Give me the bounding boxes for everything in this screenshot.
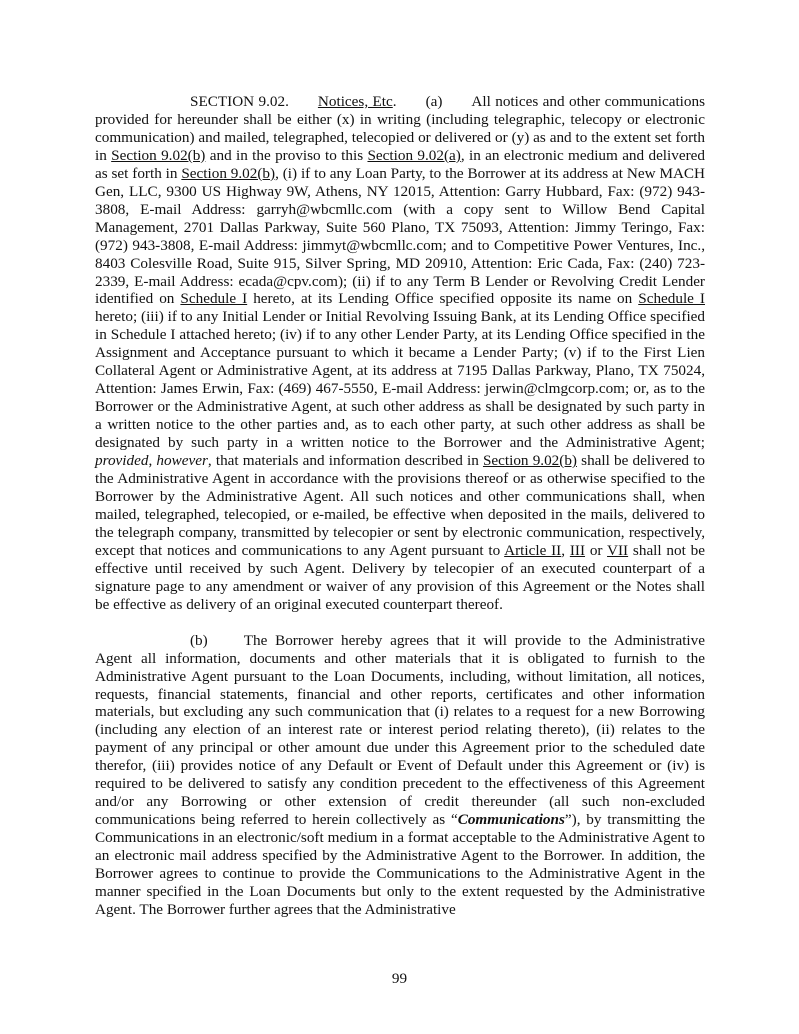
cross-reference: Section 9.02(b) [482, 452, 577, 470]
cross-reference: Schedule I [638, 290, 705, 308]
text-run: or [585, 541, 608, 559]
cross-reference: III [569, 541, 586, 559]
italic-term: provided [95, 452, 149, 470]
text-run: All notices and other communications provided for hereunder shall be either (x) in writing (including telegraphic, telecopy or electronic communication) and mailed, telegraphed, telecopied or delivered or (y) as and to the extent set forth in [95, 93, 706, 164]
text-run: , [561, 541, 570, 559]
cross-reference: Section 9.02(b) [111, 146, 206, 164]
section-9-02-paragraph-a [95, 93, 705, 614]
cross-reference: Section 9.02(b) [181, 164, 276, 182]
text-run: hereto; (iii) if to any Initial Lender or Initial Revolving Issuing Bank, at its Lending Office specified in Schedule I attached hereto; (iv) if to any other Lender Party, at its Lending Office specified in the Assignment and Acceptance pursuant to which it became a Lender Party; (v) if to the First Lien Collateral Agent or Administrative Agent, at its address at 7195 Dallas Parkway, Plano, TX 75024, Attention: James Erwin, Fax: (469) 467-5550, E-mail Address: jerwin@clmgcorp.com; or, as to the Borrower or the Administrative Agent, at such other address as shall be designated by such party in a written notice to the other parties and, as to each other party, at such other address as shall be designated by such party in a written notice to the Borrower and the Administrative Agent; [95, 308, 705, 452]
section-title-period: . [392, 93, 397, 110]
page-number: 99 [391, 970, 408, 987]
paragraph-label-a: (a) [425, 93, 443, 110]
text-run: and in the proviso to this [205, 146, 368, 164]
text-run: ”), by transmitting the Communications in an electronic/soft medium in a format acceptable to the Administrative Agent to an electronic mail address specified by the Administrative Agent to the Borrower. In addition, the Borrower agrees to continue to provide the Communications to the Administrative Agent in the manner specified in the Loan Documents but only to the extent requested by the Administrative Agent. The Borrower further agrees that the Administrative [95, 811, 705, 918]
text-run: , in an electronic medium and delivered as set forth in [95, 146, 705, 182]
cross-reference: VII [607, 541, 629, 559]
text-run: , that materials and information described in [207, 452, 483, 470]
text-run: shall not be effective until received by such Agent. Delivery by telecopier of an executed counterpart of a signature page to any amendment or waiver of any provision of this Agreement or the Notes shall be effective as delivery of an original executed counterpart thereof. [95, 541, 705, 613]
text-run: , (i) if to any Loan Party, to the Borrower at its address at New MACH Gen, LLC, 9300 US Highway 9W, Athens, NY 12015, Attention: Garry Hubbard, Fax: (972) 943-3808, E-mail Address: garryh@wbcmllc.com (with a copy sent to Willow Bend Capital Management, 2701 Dallas Parkway, Suite 560 Plano, TX 75093, Attention: Jimmy Teringo, Fax: (972) 943-3808, E-mail Address: jimmyt@wbcmllc.com; and to Competitive Power Ventures, Inc., 8403 Colesville Road, Suite 915, Silver Spring, MD 20910, Attention: Eric Cada, Fax: (240) 723-2339, E-mail Address: ecada@cpv.com); (ii) if to any Term B Lender or Revolving Credit Lender identified on [95, 164, 706, 308]
section-heading: SECTION 9.02. [190, 93, 289, 110]
cross-reference: Section 9.02(a) [367, 146, 461, 164]
cross-reference: Schedule I [180, 290, 248, 308]
italic-term: however [156, 452, 208, 470]
section-title: Notices, Etc [317, 93, 393, 110]
text-run: , [148, 452, 157, 470]
cross-reference: Article II [504, 541, 562, 559]
document-page [95, 93, 705, 919]
text-run: The Borrower hereby agrees that it will provide to the Administrative Agent all information, documents and other materials that it is obligated to furnish to the Administrative Agent pursuant to the Loan Documents, including, without limitation, all notices, requests, financial statements, financial and other reports, certificates and other information materials, but excluding any such communication that (i) relates to a request for a new Borrowing (including any election of an interest rate or interest period relating thereto), (ii) relates to the payment of any principal or other amount due under this Agreement prior to the scheduled date therefor, (iii) provides notice of any Default or Event of Default under this Agreement or (iv) is required to be delivered to satisfy any condition precedent to the effectiveness of this Agreement and/or any Borrowing or other extension of credit thereunder (all such non-excluded communications being referred to herein collectively as “ [95, 631, 705, 829]
section-9-02-paragraph-b [95, 632, 705, 919]
text-run: hereto, at its Lending Office specified opposite its name on [247, 290, 639, 308]
defined-term: Communications [457, 811, 565, 829]
paragraph-label-b: (b) [190, 631, 208, 649]
text-run: shall be delivered to the Administrative Agent in accordance with the provisions thereof or as otherwise specified to the Borrower by the Administrative Agent. All such notices and other communications shall, when mailed, telegraphed, telecopied, or e-mailed, be effective when deposited in the mails, delivered to the telegraph company, transmitted by telecopier or sent by electronic communication, respectively, except that notices and communications to any Agent pursuant to [95, 452, 706, 559]
